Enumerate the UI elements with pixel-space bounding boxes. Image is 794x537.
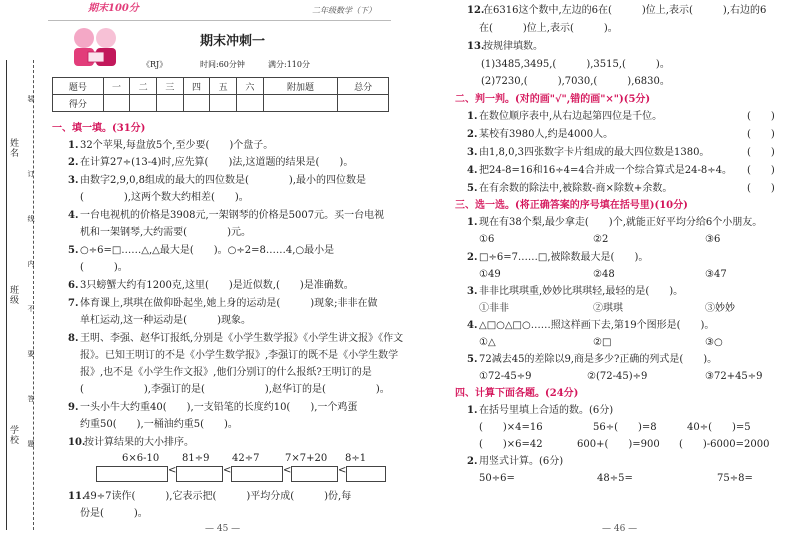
question-number: 1.: [467, 217, 478, 228]
question-number: 2.: [68, 157, 79, 168]
score-header-cell: 附加题: [263, 78, 338, 95]
question-number: 4.: [467, 320, 478, 331]
score-cell[interactable]: [156, 95, 183, 112]
score-cell[interactable]: [103, 95, 130, 112]
sort-answer-box[interactable]: [346, 466, 386, 482]
cut-char: 不: [27, 305, 35, 313]
sort-answer-box[interactable]: [291, 466, 338, 482]
page-number: — 46 —: [602, 524, 638, 534]
score-cell[interactable]: [183, 95, 210, 112]
question-number: 12.: [467, 5, 485, 16]
fill-equation: ( )-6000=2000: [679, 439, 770, 450]
sort-expression: 7×7+20: [285, 453, 328, 464]
question-number: 1.: [68, 140, 79, 151]
sequence-text: (2)7230,( ),7030,( ),6830。: [481, 76, 670, 87]
choice-question: 现在有38个梨,最少拿走( )个,就能正好平均分给6个小朋友。: [479, 217, 763, 228]
choice-option: ③72+45÷9: [705, 371, 763, 382]
question-text: 一头小牛大约重40( ),一支铅笔的长度约10( ),一个鸡蛋: [80, 402, 358, 413]
fill-equation: 600+( )=900: [577, 439, 660, 450]
question-text: ○÷6=□……△,△最大是( )。○÷2=8……4,○最小是: [80, 245, 335, 256]
vertical-calc-item: 75÷8=: [717, 473, 753, 484]
judge-statement: 某校有3980人,约是4000人。: [479, 129, 614, 140]
score-label: 满分:110分: [268, 60, 310, 69]
judge-answer[interactable]: ( ): [747, 165, 775, 176]
school-label: 学校: [8, 425, 18, 445]
time-label: 时间:60分钟: [200, 60, 245, 69]
brand-logo: 期末100分: [88, 3, 139, 14]
question-text: 单杠运动,这一种运动是( )现象。: [80, 315, 251, 326]
choice-option: ③○: [705, 337, 723, 348]
sort-answer-box[interactable]: [231, 466, 283, 482]
score-header-cell: 题号: [53, 78, 104, 95]
question-number: 5.: [467, 183, 478, 194]
vertical-calc-item: 48÷5=: [597, 473, 633, 484]
question-number: 8.: [68, 333, 79, 344]
mascot-illustration: [62, 22, 132, 72]
question-text: 49÷7读作( ),它表示把( )平均分成( )份,每: [84, 491, 352, 502]
sort-answer-box[interactable]: [176, 466, 223, 482]
sort-expression: 81÷9: [182, 453, 210, 464]
score-header-cell: 二: [130, 78, 157, 95]
fill-equation: ( )×4=16: [479, 422, 543, 433]
question-text: 机和一架钢琴,大约需要( )元。: [80, 227, 251, 238]
choice-option: ③6: [705, 234, 721, 245]
judge-statement: 由1,8,0,3四张数字卡片组成的最大四位数是1380。: [479, 147, 710, 158]
page-title: 期末冲刺一: [200, 34, 266, 49]
question-number: 2.: [467, 456, 478, 467]
question-number: 1.: [467, 405, 478, 416]
choice-option: ②(72-45)÷9: [587, 371, 648, 382]
score-row-label: 得分: [53, 95, 104, 112]
judge-statement: 在有余数的除法中,被除数-商×除数+余数。: [479, 183, 673, 194]
question-text: 32个苹果,每盘放5个,至少要( )个盘子。: [80, 140, 274, 151]
score-table-row: [53, 95, 389, 112]
less-than-sign: <: [223, 465, 232, 476]
question-text: 在6316这个数中,左边的6在( )位上,表示( ),右边的6: [483, 5, 767, 16]
question-text: 按规律填数。: [483, 41, 543, 52]
question-text: 在( )位上,表示( )。: [479, 23, 618, 34]
calc-instruction: 在括号里填上合适的数。(6分): [479, 405, 614, 416]
question-text: 一台电视机的价格是3908元,一架钢琴的价格是5007元。买一台电视: [80, 210, 385, 221]
score-cell[interactable]: [237, 95, 264, 112]
right-page: [397, 0, 794, 537]
question-number: 5.: [68, 245, 79, 256]
vertical-calc-item: 50÷6=: [479, 473, 515, 484]
question-text: 份是( )。: [80, 508, 148, 519]
question-text: 按计算结果的大小排序。: [84, 437, 194, 448]
judge-statement: 把24-8=16和16÷4=4合并成一个综合算式是24-8÷4。: [479, 165, 732, 176]
cut-char: 订: [27, 170, 35, 178]
subject-tag: 二年级数学（下）: [312, 6, 376, 15]
question-text: 报》,也不是《小学生作文报》,他们分别订的什么报纸?王明订的是: [80, 367, 372, 378]
question-text: 由数字2,9,0,8组成的最大的四位数是( ),最小的四位数是: [80, 175, 366, 186]
cut-char: 答: [27, 395, 35, 403]
sort-expression: 42÷7: [232, 453, 260, 464]
question-number: 7.: [68, 298, 79, 309]
question-number: 6.: [68, 280, 79, 291]
less-than-sign: <: [283, 465, 292, 476]
score-cell[interactable]: [130, 95, 157, 112]
question-text: ( ),李强订的是( ),赵华订的是( )。: [80, 384, 390, 395]
fill-equation: 40÷( )=5: [687, 422, 751, 433]
cut-char: 内: [27, 260, 35, 268]
page-number: — 45 —: [205, 524, 241, 534]
sequence-text: (1)3485,3495,( ),3515,( )。: [481, 59, 670, 70]
question-number: 2.: [467, 252, 478, 263]
fill-equation: 56÷( )=8: [593, 422, 657, 433]
choice-option: ①非非: [479, 303, 509, 314]
choice-option: ③47: [705, 269, 727, 280]
choice-question: 非非比琪琪重,妙妙比琪琪轻,最轻的是( )。: [479, 286, 684, 297]
question-text: 王明、李强、赵华订报纸,分别是《小学生数学报》《小学生讲文报》《作文: [80, 333, 404, 344]
question-number: 2.: [467, 129, 478, 140]
question-number: 11.: [68, 491, 86, 502]
less-than-sign: <: [168, 465, 177, 476]
question-number: 5.: [467, 354, 478, 365]
score-header-cell: 一: [103, 78, 130, 95]
cut-char: 题: [27, 440, 35, 448]
fill-equation: ( )×6=42: [479, 439, 543, 450]
judge-answer[interactable]: ( ): [747, 129, 775, 140]
score-header-cell: 六: [237, 78, 264, 95]
judge-answer[interactable]: ( ): [747, 111, 775, 122]
question-number: 9.: [68, 402, 79, 413]
score-table: [52, 77, 389, 112]
choice-question: △□○△□○……照这样画下去,第19个图形是( )。: [479, 320, 715, 331]
question-number: 4.: [68, 210, 79, 221]
question-number: 3.: [68, 175, 79, 186]
choice-option: ①△: [479, 337, 496, 348]
less-than-sign: <: [338, 465, 347, 476]
question-number: 3.: [467, 286, 478, 297]
section-calc-title: 四、计算下面各题。(24分): [455, 388, 579, 399]
sort-answer-box[interactable]: [96, 466, 168, 482]
choice-option: ②□: [593, 337, 612, 348]
section-judge-title: 二、判一判。(对的画"√",错的画"×")(5分): [455, 94, 651, 105]
question-number: 1.: [467, 111, 478, 122]
choice-question: □÷6=7……□,被除数最大是( )。: [479, 252, 649, 263]
question-text: ( ),这两个数大约相差( )。: [80, 192, 249, 203]
question-text: 约重50( ),一桶油约重5( )。: [80, 419, 238, 430]
choice-option: ③妙妙: [705, 303, 735, 314]
section-choice-title: 三、选一选。(将正确答案的序号填在括号里)(10分): [455, 200, 688, 211]
choice-question: 72减去45的差除以9,商是多少?正确的列式是( )。: [479, 354, 718, 365]
choice-option: ②2: [593, 234, 609, 245]
score-cell[interactable]: [210, 95, 237, 112]
class-label: 班级: [8, 285, 18, 305]
edition-label: 《RJ》: [142, 60, 168, 69]
name-label: 姓名: [8, 138, 18, 158]
calc-instruction: 用竖式计算。(6分): [479, 456, 564, 467]
question-number: 3.: [467, 147, 478, 158]
choice-option: ①49: [479, 269, 501, 280]
score-cell[interactable]: [263, 95, 338, 112]
choice-option: ①6: [479, 234, 495, 245]
choice-option: ①72-45÷9: [479, 371, 532, 382]
sort-expression: 8÷1: [345, 453, 367, 464]
score-table-header: [53, 78, 389, 95]
sort-expression: 6×6-10: [122, 453, 160, 464]
question-text: ( )。: [80, 262, 128, 273]
score-cell[interactable]: [338, 95, 389, 112]
choice-option: ②琪琪: [593, 303, 623, 314]
question-text: 体育课上,琪琪在做仰卧起坐,她上身的运动是( )现象;非非在做: [80, 298, 378, 309]
choice-option: ②48: [593, 269, 615, 280]
judge-answer[interactable]: ( ): [747, 147, 775, 158]
question-text: 3只螃蟹大约有1200克,这里( )是近似数,( )是准确数。: [80, 280, 354, 291]
score-header-cell: 三: [156, 78, 183, 95]
question-text: 在计算27÷(13-4)时,应先算( )法,这道题的结果是( )。: [80, 157, 354, 168]
cut-char: 要: [27, 350, 35, 358]
judge-answer[interactable]: ( ): [747, 183, 775, 194]
question-text: 报》。已知王明订的不是《小学生数学报》,李强订的既不是《小学生数学: [80, 350, 399, 361]
cut-char: 线: [27, 215, 35, 223]
question-number: 4.: [467, 165, 478, 176]
question-number: 13.: [467, 41, 485, 52]
score-header-cell: 五: [210, 78, 237, 95]
cut-char: 装: [27, 95, 35, 103]
section-fill-title: 一、填一填。(31分): [52, 123, 146, 134]
score-header-cell: 四: [183, 78, 210, 95]
judge-statement: 在数位顺序表中,从右边起第四位是千位。: [479, 111, 663, 122]
score-header-cell: 总分: [338, 78, 389, 95]
question-number: 10.: [68, 437, 86, 448]
